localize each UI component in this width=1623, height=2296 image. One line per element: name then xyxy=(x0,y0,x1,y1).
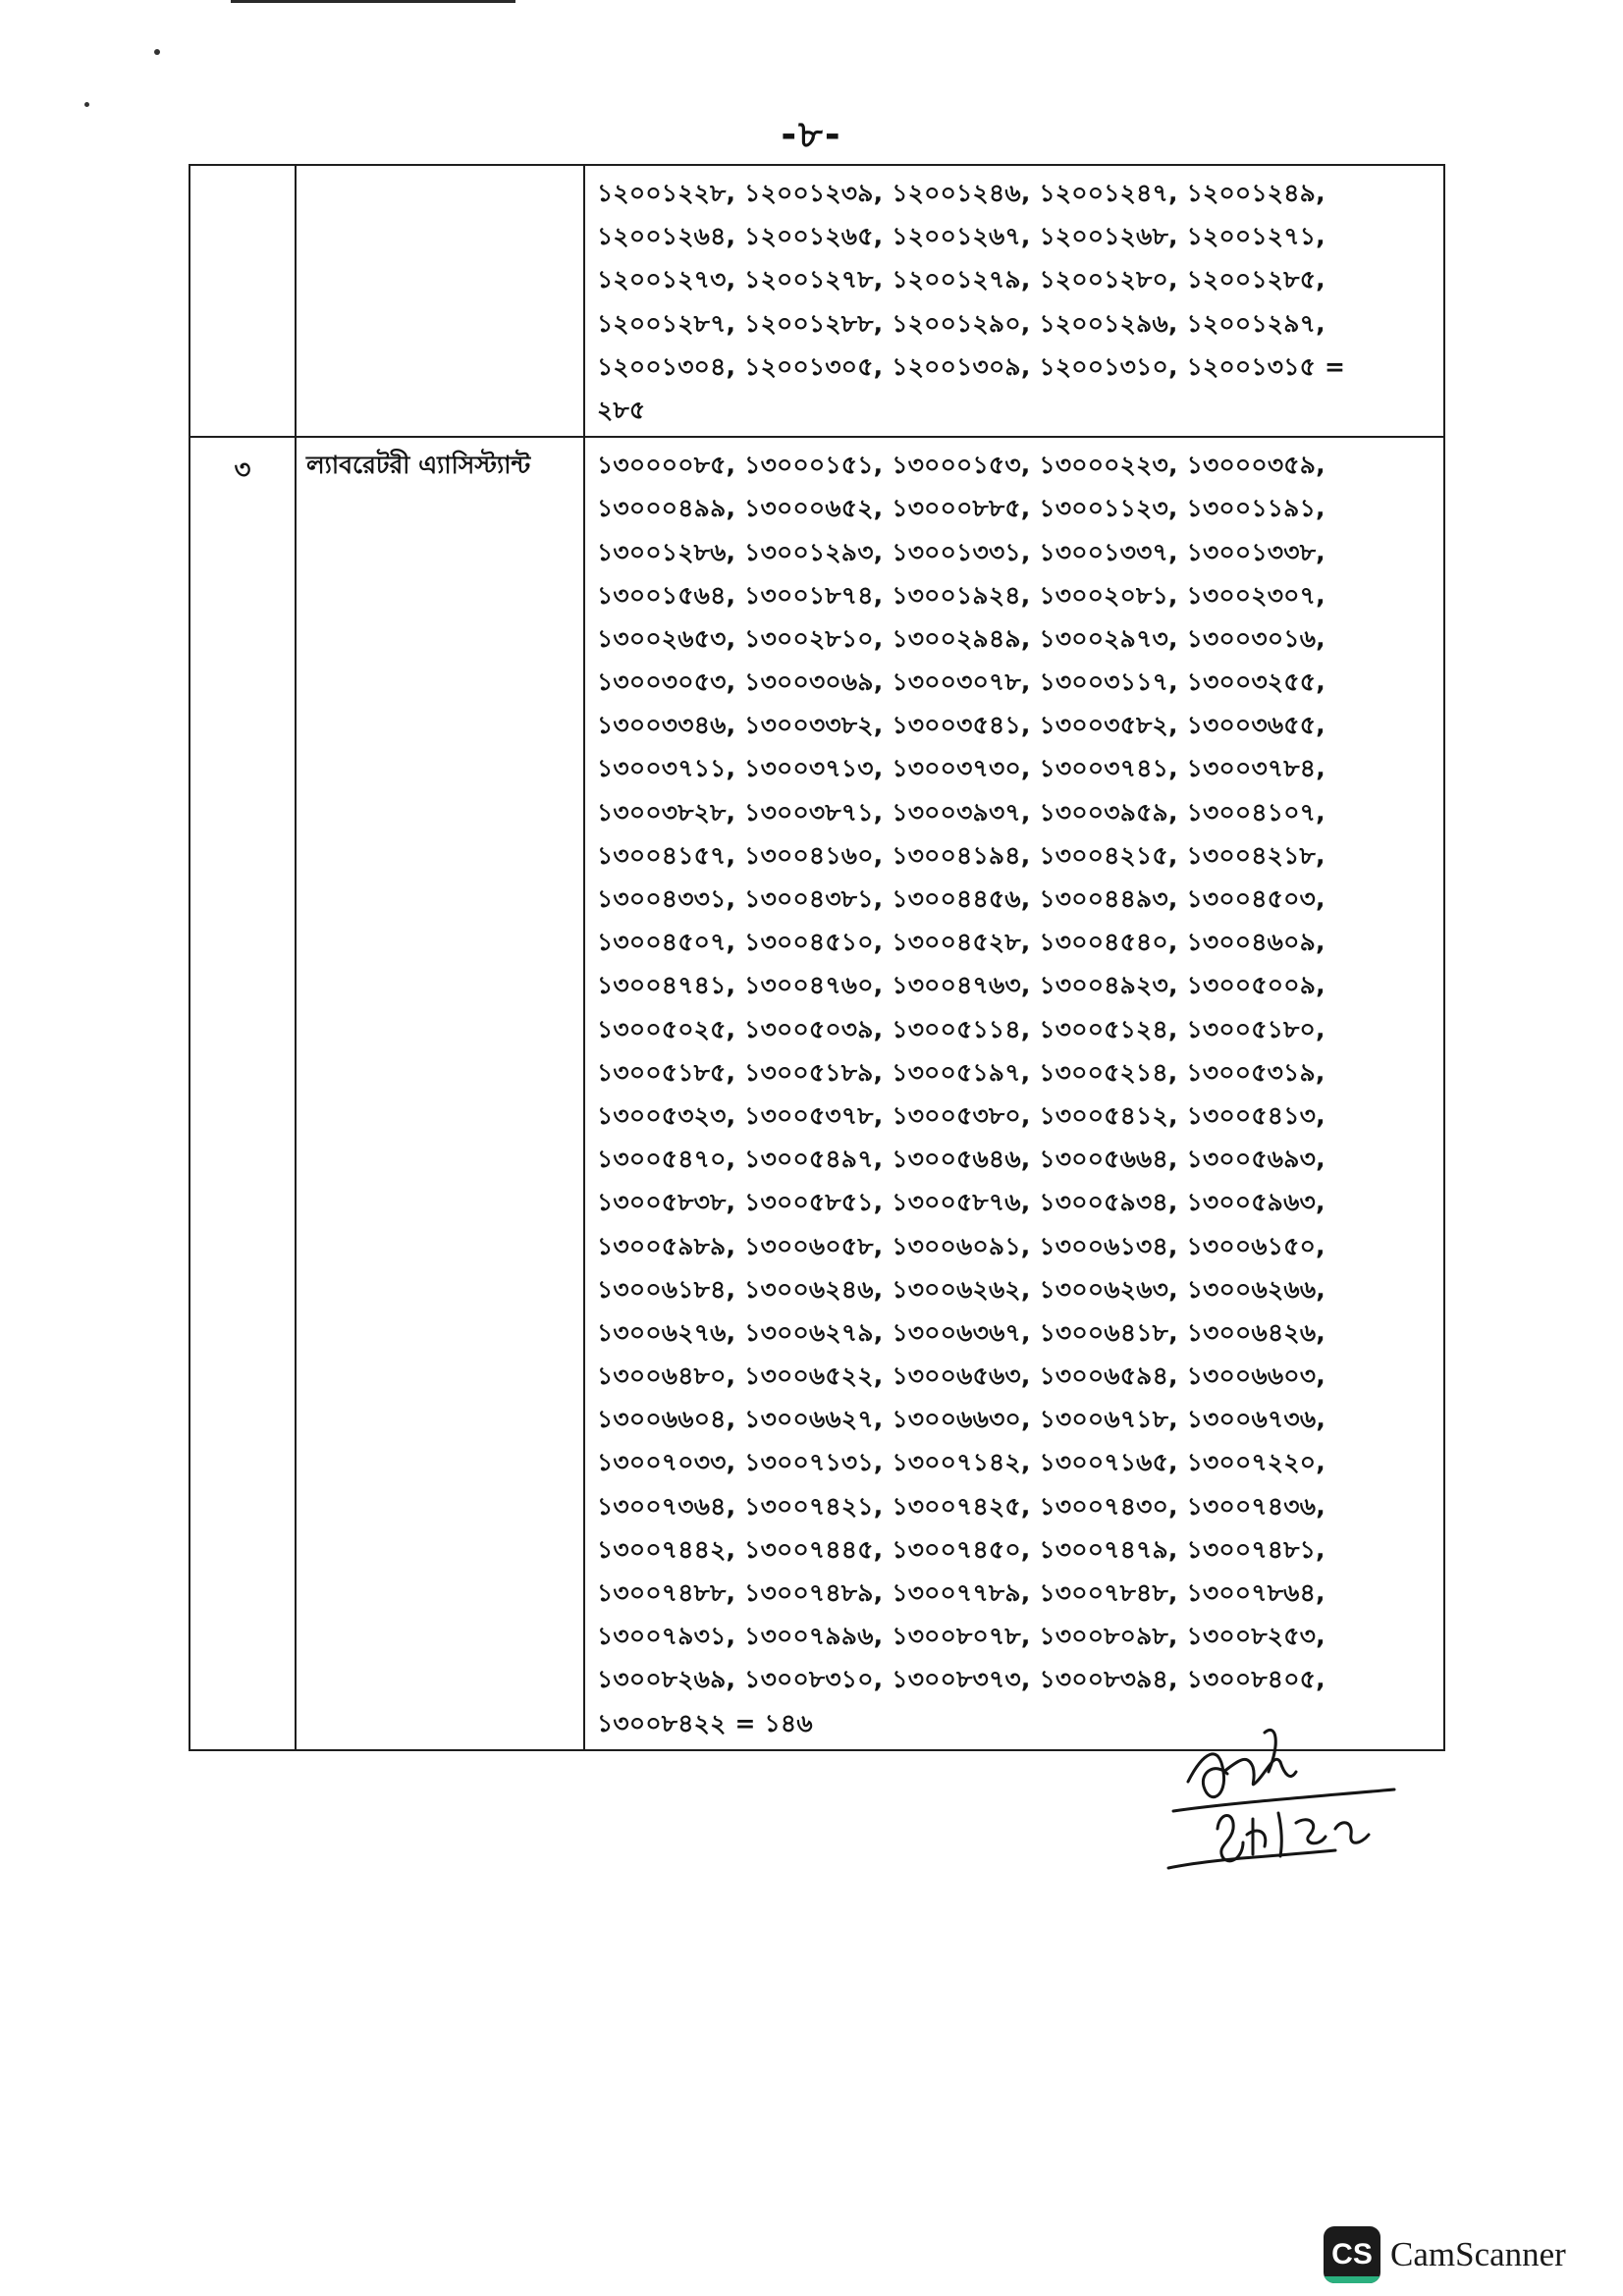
roll-number-line: ১৩০০১২৮৬, ১৩০০১২৯৩, ১৩০০১৩৩১, ১৩০০১৩৩৭, ১৩০০১৩৩৮, xyxy=(597,537,1325,566)
roll-number-line: ১৩০০৬১৮৪, ১৩০০৬২৪৬, ১৩০০৬২৬২, ১৩০০৬২৬৩, ১৩০০৬২৬৬, xyxy=(597,1274,1326,1304)
roll-number-line: ১৩০০০০৮৫, ১৩০০০১৫১, ১৩০০০১৫৩, ১৩০০০২২৩, ১৩০০০৩৫৯, xyxy=(597,451,1325,480)
serial-number-cell: ৩ xyxy=(189,437,296,1750)
roll-numbers-cell xyxy=(584,165,1444,437)
roll-number-line: ১৩০০৫৪৭০, ১৩০০৫৪৯৭, ১৩০০৫৬৪৬, ১৩০০৫৬৬৪, ১৩০০৫৬৯৩, xyxy=(597,1145,1325,1174)
roll-number-line: ১৩০০৩৩৪৬, ১৩০০৩৩৮২, ১৩০০৩৫৪১, ১৩০০৩৫৮২, ১৩০০৩৬৫৫, xyxy=(597,711,1325,740)
roll-number-line: ১৩০০৭৩৬৪, ১৩০০৭৪২১, ১৩০০৭৪২৫, ১৩০০৭৪৩০, ১৩০০৭৪৩৬, xyxy=(597,1491,1325,1521)
roll-number-line: ১৩০০২৬৫৩, ১৩০০২৮১০, ১৩০০২৯৪৯, ১৩০০২৯৭৩, ১৩০০৩০১৬, xyxy=(597,623,1325,653)
roll-number-line: ১৩০০৪৫০৭, ১৩০০৪৫১০, ১৩০০৪৫২৮, ১৩০০৪৫৪০, ১৩০০৪৬০৯, xyxy=(597,928,1325,957)
roll-number-line: ১২০০১৩০৪, ১২০০১৩০৫, ১২০০১৩০৯, ১২০০১৩১০, ১২০০১৩১৫ = xyxy=(597,351,1346,381)
roll-number-line: ১৩০০৭৪৪২, ১৩০০৭৪৪৫, ১৩০০৭৪৫০, ১৩০০৭৪৭৯, ১৩০০৭৪৮১, xyxy=(597,1534,1325,1564)
roll-number-line: ১৩০০৫৯৮৯, ১৩০০৬০৫৮, ১৩০০৬০৯১, ১৩০০৬১৩৪, ১৩০০৬১৫০, xyxy=(597,1231,1325,1260)
roll-number-line: ১৩০০৭৯৩১, ১৩০০৭৯৯৬, ১৩০০৮০৭৮, ১৩০০৮০৯৮, ১৩০০৮২৫৩, xyxy=(597,1622,1325,1651)
roll-number-line: ১৩০০৫৮৩৮, ১৩০০৫৮৫১, ১৩০০৫৮৭৬, ১৩০০৫৯৩৪, ১৩০০৫৯৬৩, xyxy=(597,1188,1325,1217)
scan-edge-line xyxy=(231,0,515,3)
camscanner-name: CamScanner xyxy=(1390,2235,1566,2273)
camscanner-logo: CS xyxy=(1324,2226,1380,2283)
roll-number-line: ১৩০০১৫৬৪, ১৩০০১৮৭৪, ১৩০০১৯২৪, ১৩০০২০৮১, ১৩০০২৩০৭, xyxy=(597,580,1325,610)
roll-number-line: ১৩০০০৪৯৯, ১৩০০০৬৫২, ১৩০০০৮৮৫, ১৩০০১১২৩, ১৩০০১১৯১, xyxy=(597,494,1325,523)
camscanner-watermark xyxy=(1324,2226,1566,2283)
roll-number-line: ১৩০০৮৪২২ = ১৪৬ xyxy=(597,1708,813,1737)
roll-number-line: ১৩০০৪১৫৭, ১৩০০৪১৬০, ১৩০০৪১৯৪, ১৩০০৪২১৫, ১৩০০৪২১৮, xyxy=(597,840,1325,870)
roll-number-line: ১২০০১২৬৪, ১২০০১২৬৫, ১২০০১২৬৭, ১২০০১২৬৮, ১২০০১২৭১, xyxy=(597,222,1325,251)
roll-number-line: ১৩০০৩৭১১, ১৩০০৩৭১৩, ১৩০০৩৭৩০, ১৩০০৩৭৪১, ১৩০০৩৭৮৪, xyxy=(597,754,1325,783)
roll-number-line: ১৩০০৮২৬৯, ১৩০০৮৩১০, ১৩০০৮৩৭৩, ১৩০০৮৩৯৪, ১৩০০৮৪০৫, xyxy=(597,1665,1325,1694)
page-number: -৮- xyxy=(781,113,842,156)
roll-number-line: ১৩০০৫০২৫, ১৩০০৫০৩৯, ১৩০০৫১১৪, ১৩০০৫১২৪, ১৩০০৫১৮০, xyxy=(597,1014,1325,1043)
roll-number-line: ১৩০০৩৮২৮, ১৩০০৩৮৭১, ১৩০০৩৯৩৭, ১৩০০৩৯৫৯, ১৩০০৪১০৭, xyxy=(597,797,1325,827)
roll-number-line: ১৩০০৫১৮৫, ১৩০০৫১৮৯, ১৩০০৫১৯৭, ১৩০০৫২১৪, ১৩০০৫৩১৯, xyxy=(597,1057,1325,1087)
table-row xyxy=(189,165,1444,437)
roll-number-line: ১২০০১২২৮, ১২০০১২৩৯, ১২০০১২৪৬, ১২০০১২৪৭, ১২০০১২৪৯, xyxy=(597,179,1325,207)
roll-number-line: ১৩০০৭০৩৩, ১৩০০৭১৩১, ১৩০০৭১৪২, ১৩০০৭১৬৫, ১৩০০৭২২০, xyxy=(597,1448,1325,1477)
serial-number-cell xyxy=(189,165,296,437)
roll-number-line: ১৩০০৪৭৪১, ১৩০০৪৭৬০, ১৩০০৪৭৬৩, ১৩০০৪৯২৩, ১৩০০৫০০৯, xyxy=(597,971,1325,1000)
handwritten-signature xyxy=(1159,1713,1414,1890)
roll-number-line: ১৩০০৪৩৩১, ১৩০০৪৩৮১, ১৩০০৪৪৫৬, ১৩০০৪৪৯৩, ১৩০০৪৫০৩, xyxy=(597,884,1325,913)
roll-number-line: ১৩০০৬৬০৪, ১৩০০৬৬২৭, ১৩০০৬৬৩০, ১৩০০৬৭১৮, ১৩০০৬৭৩৬, xyxy=(597,1405,1326,1434)
roll-number-line: ১২০০১২৭৩, ১২০০১২৭৮, ১২০০১২৭৯, ১২০০১২৮০, ১২০০১২৮৫, xyxy=(597,265,1325,294)
roll-number-line: ১২০০১২৮৭, ১২০০১২৮৮, ১২০০১২৯০, ১২০০১২৯৬, ১২০০১২৯৭, xyxy=(597,308,1325,338)
roll-number-line: ১৩০০৫৩২৩, ১৩০০৫৩৭৮, ১৩০০৫৩৮০, ১৩০০৫৪১২, ১৩০০৫৪১৩, xyxy=(597,1100,1325,1130)
roll-number-line: ২৮৫ xyxy=(597,395,646,424)
scan-speck xyxy=(154,49,160,55)
roll-number-table xyxy=(189,164,1445,1751)
roll-number-line: ১৩০০৩০৫৩, ১৩০০৩০৬৯, ১৩০০৩০৭৮, ১৩০০৩১১৭, ১৩০০৩২৫৫, xyxy=(597,667,1325,697)
roll-number-line: ১৩০০৬৪৮০, ১৩০০৬৫২২, ১৩০০৬৫৬৩, ১৩০০৬৫৯৪, ১৩০০৬৬০৩, xyxy=(597,1362,1325,1391)
roll-numbers-cell xyxy=(584,437,1444,1750)
post-name-cell: ল্যাবরেটরী এ্যাসিস্ট্যান্ট xyxy=(296,437,584,1750)
post-name-cell xyxy=(296,165,584,437)
table-row xyxy=(189,437,1444,1750)
roll-number-line: ১৩০০৬২৭৬, ১৩০০৬২৭৯, ১৩০০৬৩৬৭, ১৩০০৬৪১৮, ১৩০০৬৪২৬, xyxy=(597,1317,1325,1347)
roll-number-line: ১৩০০৭৪৮৮, ১৩০০৭৪৮৯, ১৩০০৭৭৮৯, ১৩০০৭৮৪৮, ১৩০০৭৮৬৪, xyxy=(597,1578,1325,1607)
